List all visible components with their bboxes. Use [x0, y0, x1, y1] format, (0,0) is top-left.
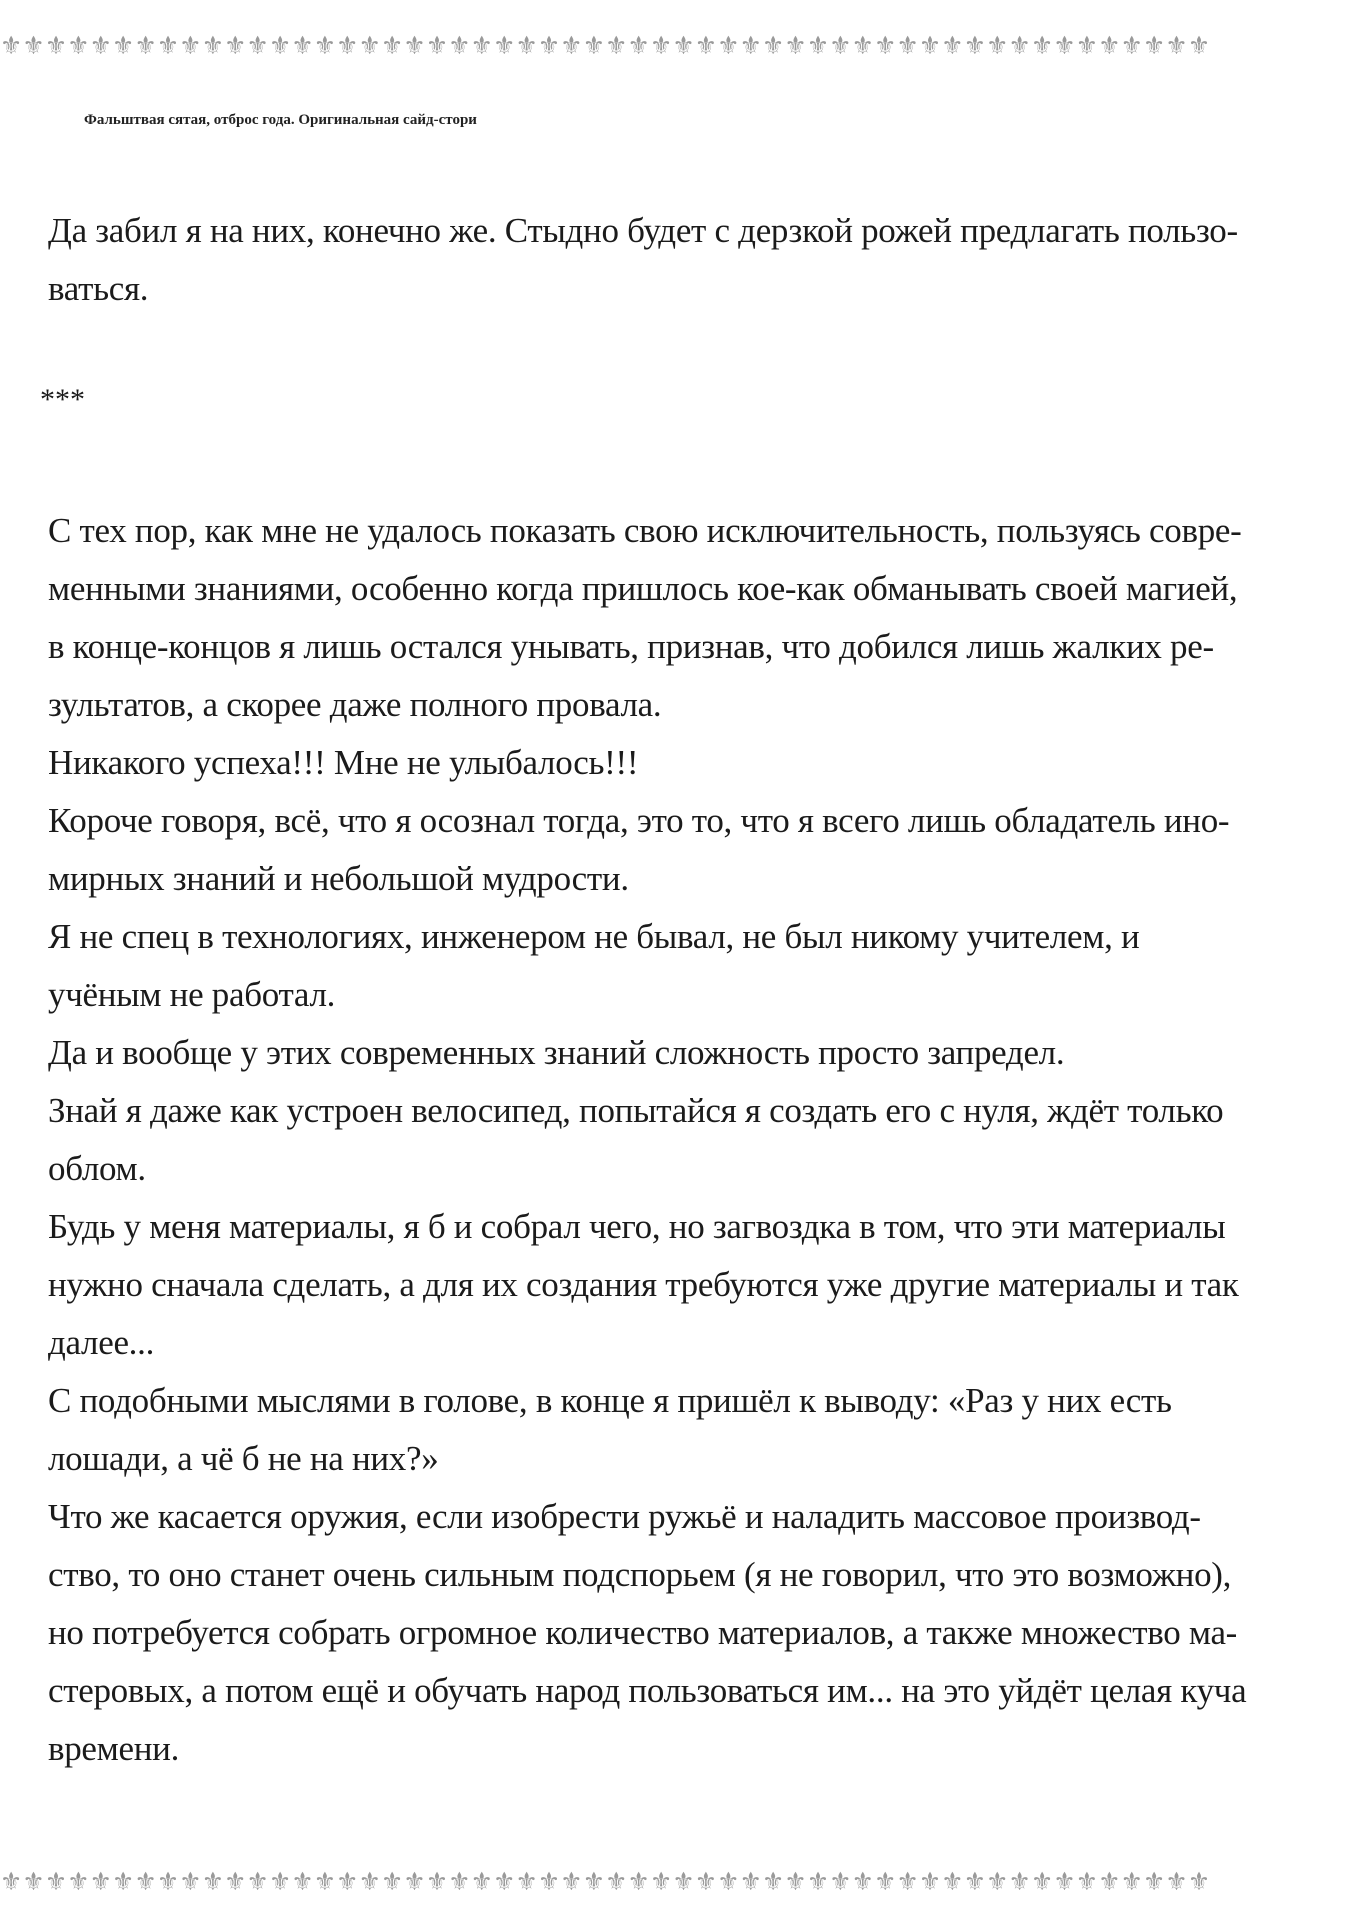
text-line: С тех пор, как мне не удалось показать свою исключительность, пользуясь совре- [48, 511, 1242, 550]
text-line: времени. [48, 1729, 180, 1768]
text-line: нужно сначала сделать, а для их создания требуются уже другие материалы и так [48, 1265, 1239, 1304]
text-line: учёным не работал. [48, 975, 336, 1014]
bottom-ornamental-border [0, 1862, 1349, 1902]
text-line: С подобными мыслями в голове, в конце я пришёл к выводу: «Раз у них есть [48, 1381, 1172, 1420]
fleur-de-lis-icon: ⚜⚜⚜⚜⚜⚜⚜⚜⚜⚜⚜⚜⚜⚜⚜⚜⚜⚜⚜⚜⚜⚜⚜⚜⚜⚜⚜⚜⚜⚜⚜⚜⚜⚜⚜⚜⚜⚜⚜⚜⚜⚜⚜⚜⚜⚜⚜⚜⚜⚜⚜⚜⚜⚜ [0, 31, 1211, 60]
text-line: Знай я даже как устроен велосипед, попытайся я создать его с нуля, ждёт только [48, 1091, 1224, 1130]
text-line: лошади, а чё б не на них?» [48, 1439, 439, 1478]
text-line: в конце-концов я лишь остался унывать, признав, что добился лишь жалких ре- [48, 627, 1214, 666]
text-line: мирных знаний и небольшой мудрости. [48, 859, 629, 898]
body-paragraph [48, 502, 1308, 1778]
text-line: Короче говоря, всё, что я осознал тогда, это то, что я всего лишь обладатель ино- [48, 801, 1230, 840]
text-line: ваться. [48, 269, 149, 308]
fleur-de-lis-icon: ⚜⚜⚜⚜⚜⚜⚜⚜⚜⚜⚜⚜⚜⚜⚜⚜⚜⚜⚜⚜⚜⚜⚜⚜⚜⚜⚜⚜⚜⚜⚜⚜⚜⚜⚜⚜⚜⚜⚜⚜⚜⚜⚜⚜⚜⚜⚜⚜⚜⚜⚜⚜⚜⚜ [0, 1867, 1211, 1896]
text-line: Никакого успеха!!! Мне не улыбалось!!! [48, 743, 639, 782]
text-line: зультатов, а скорее даже полного провала. [48, 685, 662, 724]
text-line: стеровых, а потом ещё и обучать народ пользоваться им... на это уйдёт целая куча [48, 1671, 1247, 1710]
intro-paragraph [48, 202, 1308, 318]
text-line: менными знаниями, особенно когда пришлось кое-как обманывать своей магией, [48, 569, 1238, 608]
section-separator: *** [40, 383, 85, 416]
text-line: Я не спец в технологиях, инженером не бывал, не был никому учителем, и [48, 917, 1140, 956]
text-line: но потребуется собрать огромное количество материалов, а также множество ма- [48, 1613, 1238, 1652]
running-header: Фальштвая сятая, отброс года. Оригинальная сайд-стори [84, 112, 477, 128]
text-line: Будь у меня материалы, я б и собрал чего, но загвоздка в том, что эти материалы [48, 1207, 1226, 1246]
text-line: облом. [48, 1149, 146, 1188]
text-line: Да и вообще у этих современных знаний сложность просто запредел. [48, 1033, 1065, 1072]
text-line: Что же касается оружия, если изобрести ружьё и наладить массовое производ- [48, 1497, 1201, 1536]
text-line: Да забил я на них, конечно же. Стыдно будет с дерзкой рожей предлагать пользо- [48, 211, 1238, 250]
text-line: далее... [48, 1323, 155, 1362]
top-ornamental-border [0, 26, 1349, 66]
text-line: ство, то оно станет очень сильным подспорьем (я не говорил, что это возможно), [48, 1555, 1232, 1594]
